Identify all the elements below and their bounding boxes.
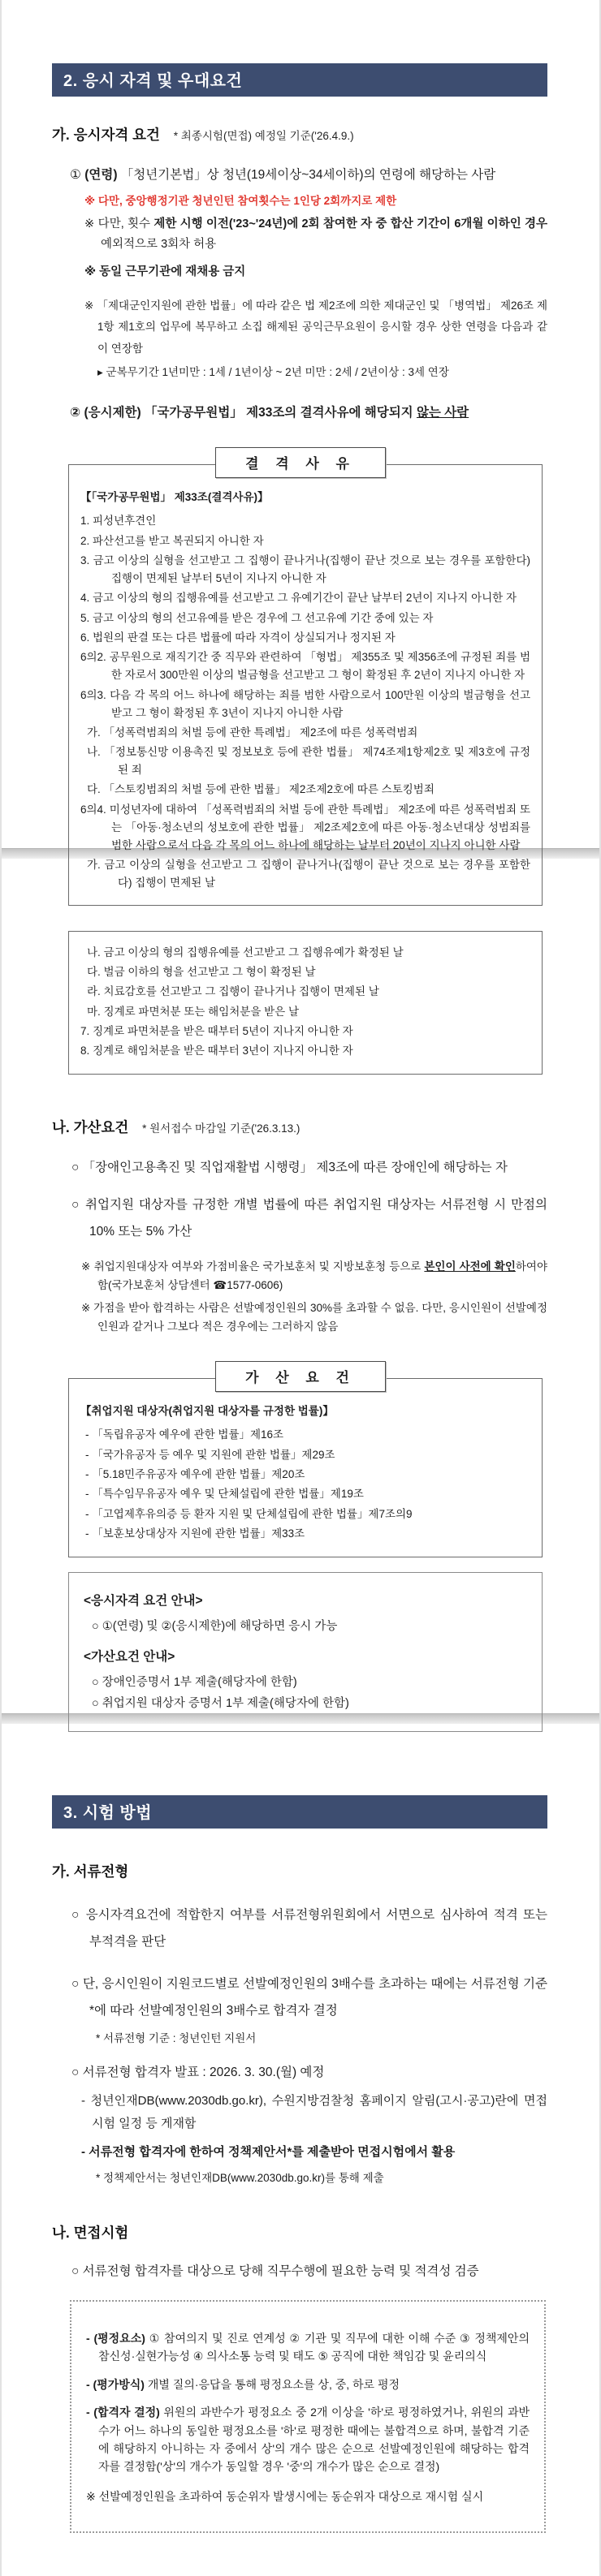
guide-box [68, 1572, 543, 1732]
rating-elements [86, 2329, 530, 2366]
disqual-line: 8. 징계로 해임처분을 받은 때부터 3년이 지나지 아니한 자 [80, 1045, 353, 1058]
disqual-line: 3. 금고 이상의 실형을 선고받고 그 집행이 끝나거나(집행이 끝난 것으로 보는 경우를 포함한다) 집행이 면제된 날부터 5년이 지나지 아니한 자 [80, 554, 530, 585]
disqual-line: 6의4. 미성년자에 대하여 「성폭력범죄의 처벌 등에 관한 특례법」 제2조에 따른 성폭력범죄 또는 「아동·청소년의 성보호에 관한 법률」 제2조제2호에 따른 아동·청소년대상 성범죄를 범한 사람으로서 다음 각 목의 어느 하나에 해당하는 날부터 20년이 지나지 아니한 사람 [80, 803, 530, 851]
restriction-requirement-item [70, 403, 546, 423]
disqual-line: 2. 파산선고를 받고 복권되지 아니한 자 [80, 534, 264, 547]
note-bold: 1인당 2회 [293, 195, 341, 208]
disqual-line: 4. 금고 이상의 형의 집행유예를 선고받고 그 유예기간이 끝난 날부터 2년이 지나지 아니한 자 [80, 592, 517, 605]
disqual-subline: 다. 벌금 이하의 형을 선고받고 그 형이 확정된 날 [87, 965, 316, 978]
bonus-heading-note: * 원서접수 마감일 기준('26.3.13.) [142, 1122, 300, 1135]
bonus-box-title: 가 산 요 건 [215, 1361, 386, 1392]
note-post: 하여야 함(국가보훈처 상담센터 ☎1577-0606) [97, 1260, 547, 1292]
item-marker: ① [70, 168, 81, 182]
bonus-heading-label: 나. 가산요건 [52, 1118, 129, 1135]
interview-heading: 나. 면접시험 [52, 2225, 129, 2242]
bonus-law-title: 【취업지원 대상자(취업지원 대상자를 규정한 법률)】 [80, 1404, 334, 1417]
interview-criteria-box [70, 2300, 546, 2533]
note-post: 예외적으로 3회차 허용 [101, 238, 217, 252]
bonus-box [68, 1378, 543, 1557]
pass-decision-text: 위원의 과반수가 평정요소 중 2개 이상을 '하'로 평정하였거나, 위원의 과반수가 어느 하나의 동일한 평정요소를 '하'로 평정한 때에는 불합격으로 하며, 불합격 기준에 해당하지 아니하는 자 중에서 상'의 개수 많은 순으로 선발예정인원에 해당하는 합격자를 결정함('상'의 개수가 동일할 경우 '중'의 개수가 많은 순으로 결정) [98, 2406, 530, 2474]
bonus-bullet-employment-support: ○ 취업지원 대상자를 규정한 개별 법률에 따른 취업지원 대상자는 서류전형 시 만점의 10% 또는 5% 가산 [71, 1198, 547, 1238]
doc-screening-heading: 가. 서류전형 [52, 1863, 129, 1880]
note-bold: 본인이 사전에 확인 [424, 1260, 516, 1273]
veteran-age-extension-note: ※ 「제대군인지원에 관한 법률」에 따라 같은 법 제2조에 의한 제대군인 및 「병역법」 제26조 제1항 제1호의 업무에 복무하고 소집 해제된 공익근무요원이 응시할 경우 상한 연령을 다음과 같이 연장함 [84, 299, 547, 355]
disqual-line: 6. 법원의 판결 또는 다른 법률에 따라 자격이 상실되거나 정지된 자 [80, 631, 396, 644]
age-text: 「청년기본법」상 청년(19세이상~34세이하)의 연령에 해당하는 사람 [117, 168, 496, 182]
disqualification-box [68, 464, 543, 906]
interview-purpose: ○ 서류전형 합격자를 대상으로 당해 직무수행에 필요한 능력 및 적격성 검증 [71, 2264, 479, 2279]
tie-retest-note: ※ 선발예정인원을 초과하여 동순위자 발생시에는 동순위자 대상으로 재시험 실시 [86, 2489, 484, 2503]
bonus-verify-note [81, 1257, 547, 1295]
disqual-subline: 나. 「정보통신망 이용촉진 및 정보보호 등에 관한 법률」 제74조제1항제2호 및 제3호에 규정된 죄 [87, 746, 530, 777]
rating-method-text: 개별 질의·응답을 통해 평정요소를 상, 중, 하로 평정 [144, 2377, 400, 2391]
rating-method-label: - (평가방식) [86, 2377, 145, 2391]
bonus-guide-item: ○ 취업지원 대상자 증명서 1부 제출(해당자에 한함) [92, 1696, 349, 1710]
bonus-law: - 「보훈보상대상자 지원에 관한 법률」제33조 [85, 1527, 305, 1540]
count-limit-exception-note [84, 214, 547, 256]
screening-criteria-note: * 서류전형 기준 : 청년인턴 지원서 [96, 2032, 257, 2045]
qualification-heading-note: * 최종시험(면접) 예정일 기준('26.4.9.) [173, 130, 354, 142]
section-2-header [52, 63, 547, 97]
disqual-subline: 가. 금고 이상의 실형을 선고받고 그 집행이 끝나거나(집행이 끝난 것으로 보는 경우를 포함한다) 집행이 면제된 날 [87, 858, 530, 889]
page-3 [2, 1724, 599, 2576]
bonus-law: - 「독립유공자 예우에 관한 법률」제16조 [85, 1428, 284, 1441]
bonus-bullet-disabled: ○ 「장애인고용촉진 및 직업재활법 시행령」 제3조에 따른 장애인에 해당하는 자 [71, 1160, 508, 1174]
screening-bullet-review: ○ 응시자격요건에 적합한지 여부를 서류전형위원회에서 서면으로 심사하여 적격 또는 부적격을 판단 [71, 1908, 547, 1949]
bonus-law: - 「5.18민주유공자 예우에 관한 법률」제20조 [85, 1468, 305, 1481]
page-2 [2, 859, 599, 1713]
note-pre: ※ 취업지원대상자 여부와 가점비율은 국가보훈처 및 지방보훈청 등으로 [81, 1260, 425, 1273]
note-bold: 제한 시행 이전('23~'24년)에 2회 참여한 자 중 합산 기간이 6개월 이하인 경우 [153, 218, 547, 231]
bonus-law: - 「국가유공자 등 예우 및 지원에 관한 법률」제29조 [85, 1448, 335, 1461]
disqual-line: 6의2. 공무원으로 재직기간 중 직무와 관련하여 「형법」 제355조 및 제356조에 규정된 죄를 범한 자로서 300만원 이상의 벌금형을 선고받고 그 형이 확정된 후 2년이 지나지 아니한 자 [80, 651, 530, 682]
disqual-line: 7. 징계로 파면처분을 받은 때부터 5년이 지나지 아니한 자 [80, 1024, 353, 1037]
note-pre: ※ 다만, 횟수 [84, 218, 154, 231]
restriction-underline: 않는 사람 [416, 406, 469, 420]
screening-result-detail: - 청년인재DB(www.2030db.go.kr), 수원지방검찰청 홈페이지 알림(고시·공고)란에 면접시험 일정 등 게재함 [81, 2093, 547, 2130]
qual-guide-item: ○ ①(연령) 및 ②(응시제한)에 해당하면 응시 가능 [92, 1619, 338, 1633]
screening-bullet-multiplier: ○ 단, 응시인원이 지원코드별로 선발예정인원의 3배수를 초과하는 때에는 서류전형 기준*에 따라 선발예정인원의 3배수로 합격자 결정 [71, 1977, 547, 2018]
disqualification-box-continued [68, 931, 543, 1075]
disqual-subline: 라. 치료감호를 선고받고 그 집행이 끝나거나 집행이 면제된 날 [87, 985, 379, 998]
note-post: 까지로 제한 [340, 195, 397, 208]
age-requirement-item [70, 166, 546, 185]
rating-elements-text: ① 참여의지 및 진로 연계성 ② 기관 및 직무에 대한 이해 수준 ③ 정책제안의 참신성·실현가능성 ④ 의사소통 능력 및 태도 ⑤ 공직에 대한 책임감 및 윤리의식 [98, 2332, 530, 2363]
law-title: 【「국가공무원법」 제33조(결격사유)】 [80, 490, 269, 503]
disqual-line: 5. 금고 이상의 형의 선고유예를 받은 경우에 그 선고유예 기간 중에 있는 자 [80, 611, 434, 624]
qualification-heading-label: 가. 응시자격 요건 [52, 127, 160, 143]
intern-count-limit-note [84, 192, 546, 208]
military-service-extension-detail: ▸ 군복무기간 1년미만 : 1세 / 1년이상 ~ 2년 미만 : 2세 / 2년이상 : 3세 연장 [97, 366, 449, 379]
note-pre: ※ 다만, 중앙행정기관 청년인턴 참여횟수는 [84, 195, 294, 208]
pass-decision-label: - (합격자 결정) [86, 2406, 160, 2419]
rating-elements-label: - (평정요소) [86, 2332, 145, 2346]
section-2-title: 2. 응시 자격 및 우대요건 [63, 72, 243, 90]
bonus-law: - 「고엽제후유의증 등 환자 지원 및 단체설립에 관한 법률」제7조의9 [85, 1507, 413, 1520]
rating-method [86, 2376, 530, 2393]
screening-result-date: ○ 서류전형 합격자 발표 : 2026. 3. 30.(월) 예정 [71, 2066, 325, 2080]
disqual-subline: 다. 「스토킹범죄의 처벌 등에 관한 법률」 제2조제2호에 따른 스토킹범죄 [87, 783, 435, 796]
restriction-text: (응시제한) 「국가공무원법」 제33조의 결격사유에 해당되지 [84, 406, 417, 420]
disqual-subline: 마. 징계로 파면처분 또는 해임처분을 받은 날 [87, 1005, 299, 1018]
bonus-cap-note: ※ 가점을 받아 합격하는 사람은 선발예정인원의 30%를 초과할 수 없음. 다만, 응시인원이 선발예정인원과 같거나 그보다 적은 경우에는 그러하지 않음 [81, 1301, 547, 1333]
page-1 [2, 0, 599, 889]
section-3-header [52, 1795, 547, 1829]
policy-proposal-line: - 서류전형 합격자에 한하여 정책제안서*를 제출받아 면접시험에서 활용 [81, 2145, 456, 2160]
disqual-line: 1. 피성년후견인 [80, 515, 157, 528]
qualification-heading [52, 124, 551, 144]
bonus-guide-item: ○ 장애인증명서 1부 제출(해당자에 한함) [92, 1675, 297, 1689]
bonus-guide-title: <가산요건 안내> [84, 1649, 175, 1664]
bonus-heading [52, 1117, 551, 1137]
section-3-title: 3. 시험 방법 [63, 1804, 153, 1822]
pass-decision [86, 2403, 530, 2476]
item-marker: ② [70, 406, 81, 420]
qual-guide-title: <응시자격 요건 안내> [84, 1593, 203, 1608]
disqual-line: 6의3. 다음 각 목의 어느 하나에 해당하는 죄를 범한 사람으로서 100만원 이상의 벌금형을 선고받고 그 형이 확정된 후 3년이 지나지 아니한 사람 [80, 688, 530, 719]
disqualification-box-title: 결 격 사 유 [215, 447, 386, 478]
disqual-subline: 나. 금고 이상의 형의 집행유예를 선고받고 그 집행유예가 확정된 날 [87, 946, 404, 958]
disqual-subline: 가. 「성폭력범죄의 처벌 등에 관한 특례법」 제2조에 따른 성폭력범죄 [87, 726, 418, 739]
policy-proposal-note: * 정책제안서는 청년인재DB(www.2030db.go.kr)를 통해 제출 [96, 2172, 384, 2185]
rehire-prohibited-note: ※ 동일 근무기관에 재채용 금지 [84, 265, 246, 278]
bonus-law: - 「특수임무유공자 예우 및 단체설립에 관한 법률」제19조 [85, 1488, 364, 1501]
age-label: (연령) [84, 168, 118, 182]
